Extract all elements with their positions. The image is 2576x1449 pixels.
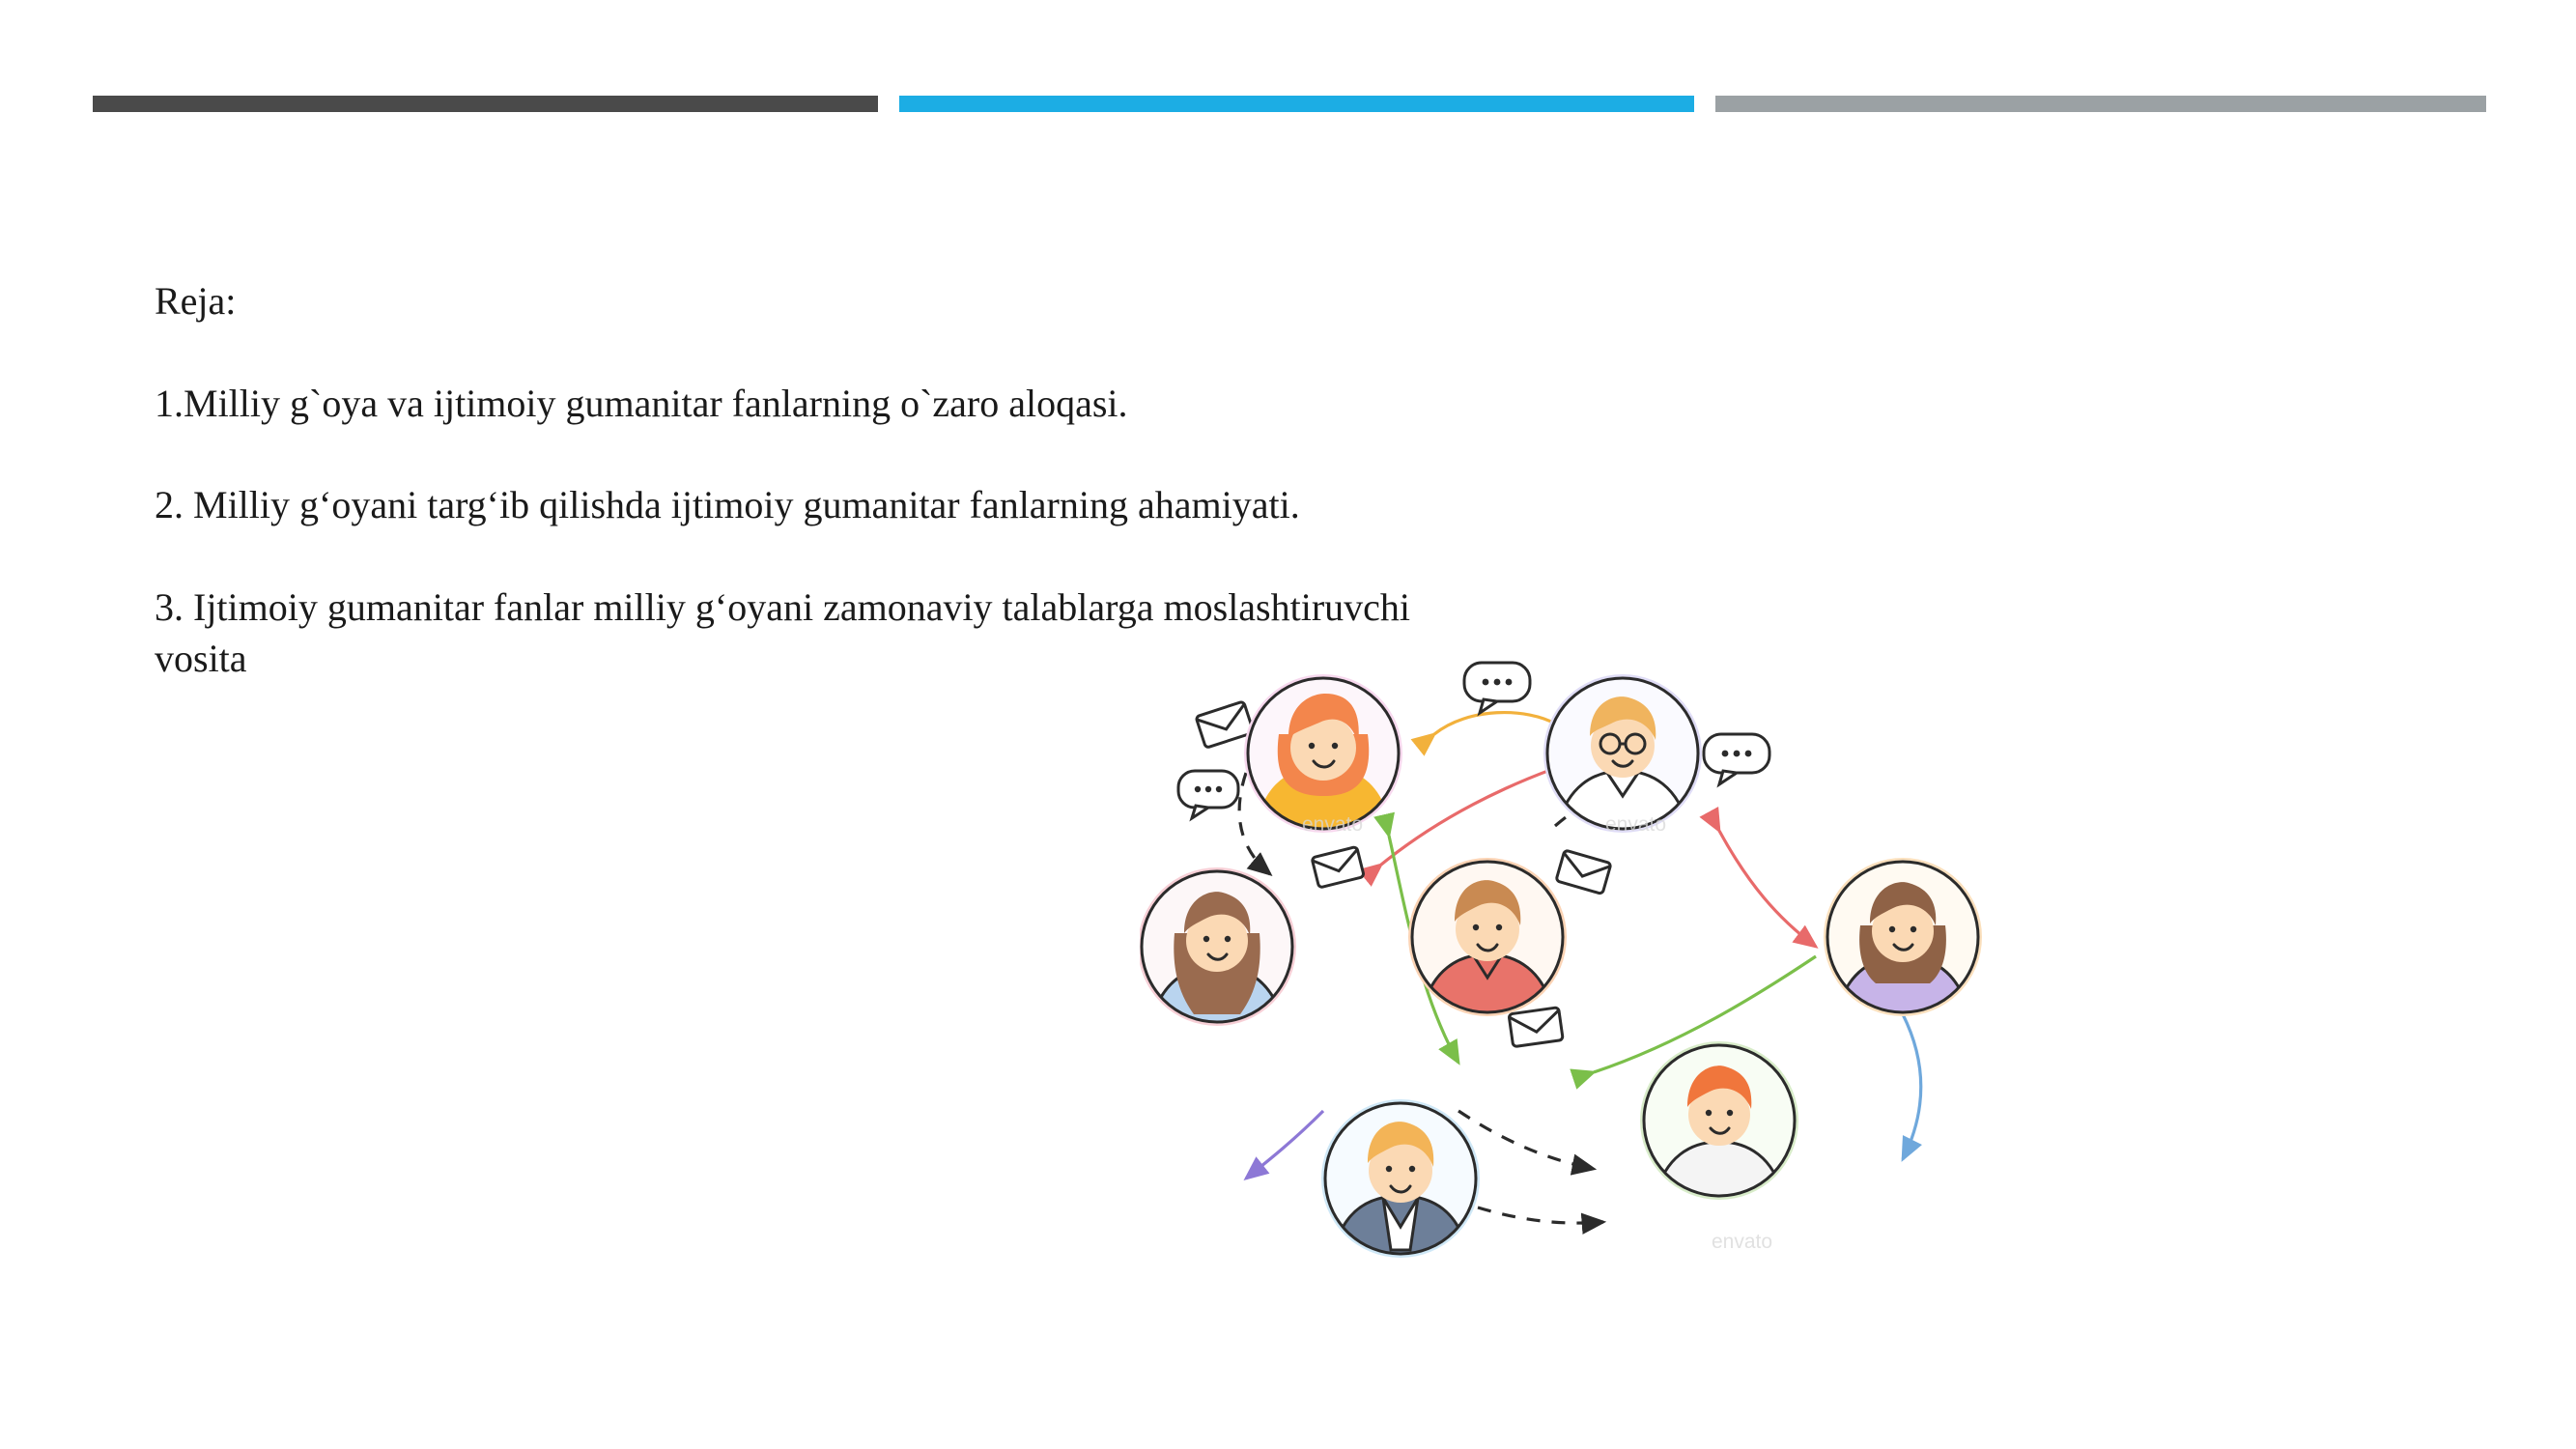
envelope-icon-5 [1509, 1008, 1563, 1047]
decor-bar-grey [1715, 96, 2486, 112]
avatar-man-green [1640, 1041, 1798, 1200]
agenda-item-2: 2. Milliy g‘oyani targ‘ib qilishda ijtimoiy gumanitar fanlarning ahamiyati. [155, 483, 1300, 527]
envelope-icon-1 [1196, 701, 1254, 748]
people-network-illustration [1140, 657, 2125, 1352]
agenda-item-3: 3. Ijtimoiy gumanitar fanlar milliy g‘oyani zamonaviy talablarga moslashtiruvchi vosita [155, 584, 1421, 681]
chat-bubble-icon-1 [1464, 663, 1530, 713]
envelope-icon-3 [1312, 846, 1364, 888]
chat-bubble-icon-3 [1178, 771, 1238, 818]
chat-bubble-icon-2 [1704, 734, 1769, 784]
decor-bar-gap [878, 96, 899, 112]
avatar-woman-brown-pink [1140, 867, 1296, 1026]
header-decoration-bars [93, 95, 2486, 112]
decor-bar-blue [899, 96, 1694, 112]
watermark-2: envato [1605, 813, 1667, 836]
avatar-man-glasses-lavender [1543, 674, 1702, 833]
decor-bar-dark [93, 96, 878, 112]
avatar-man-center-orange [1408, 858, 1567, 1016]
watermark-1: envato [1302, 813, 1364, 836]
watermark-3: envato [1712, 1231, 1773, 1253]
page-title: Reja: [155, 279, 237, 323]
avatar-woman-peach [1824, 858, 1982, 1016]
envelope-icon-2 [1556, 850, 1611, 895]
agenda-item-1: 1.Milliy g`oya va ijtimoiy gumanitar fanlarning o`zaro aloqasi. [155, 381, 1128, 425]
slide-text-block [155, 275, 1661, 685]
decor-bar-gap-2 [1694, 96, 1715, 112]
avatar-woman-pink [1244, 674, 1402, 833]
avatar-man-blue-suit [1321, 1099, 1480, 1258]
